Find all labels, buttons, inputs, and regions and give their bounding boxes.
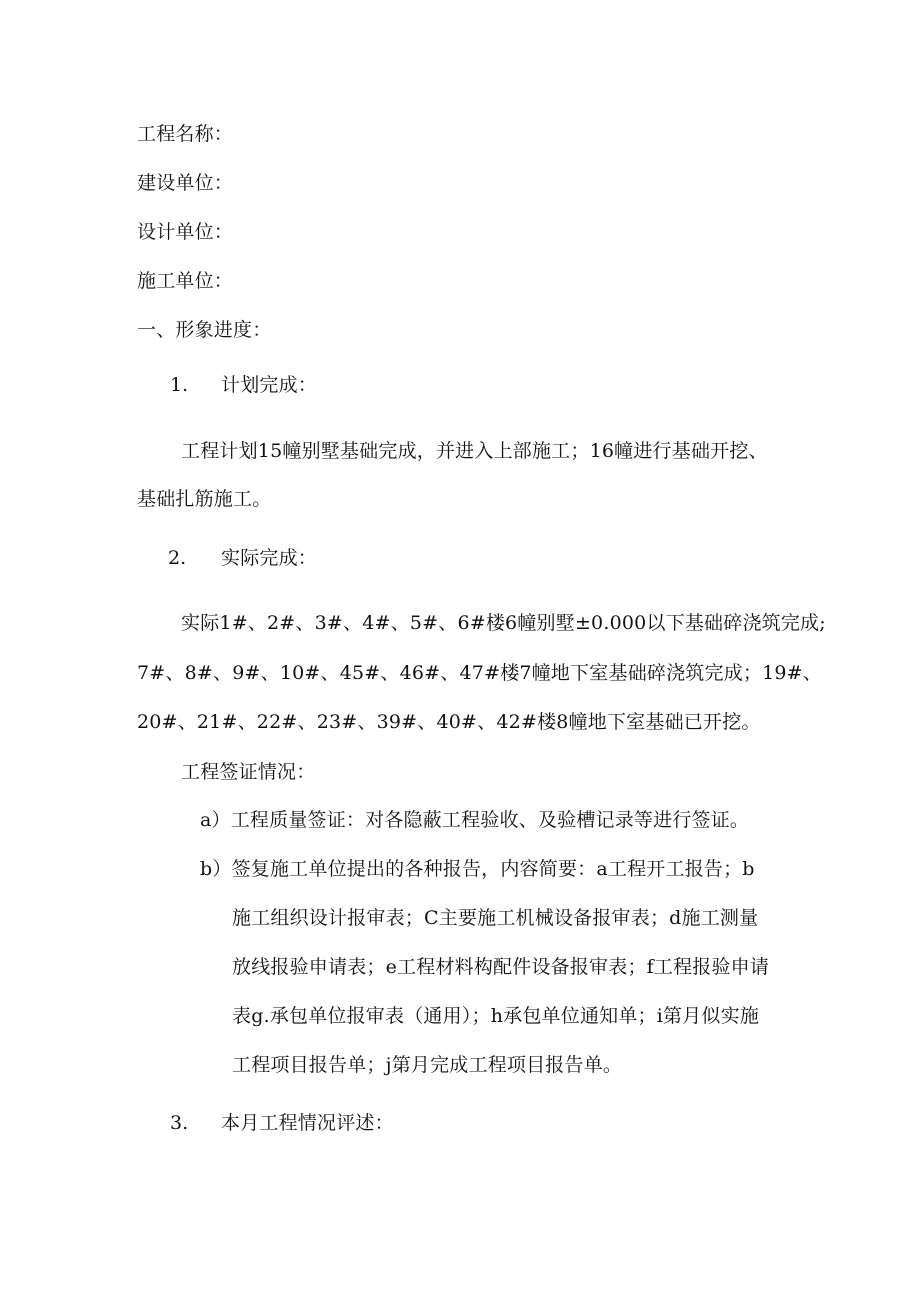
- actual-text-line: 实际1#、2#、3#、4#、5#、6#楼6幢别墅±0.000以下基础碎浇筑完成;: [181, 612, 826, 634]
- actual-text-line: 20#、21#、22#、23#、39#、40#、42#楼8幢地下室基础已开挖。: [137, 711, 761, 733]
- builder-unit-label: 施工单位：: [137, 270, 234, 292]
- construction-unit-label: 建设单位：: [137, 172, 234, 194]
- item-number: 3.: [170, 1112, 189, 1134]
- visa-item-b-line: b）签复施工单位提出的各种报告，内容简要：a工程开工报告；b: [200, 858, 755, 880]
- planned-text-line: 工程计划15幢别墅基础完成，并进入上部施工；16幢进行基础开挖、: [181, 440, 768, 462]
- visa-item-b-line: 施工组织设计报审表；C主要施工机械设备报审表；d施工测量: [232, 907, 759, 929]
- visa-item-a: a）工程质量签证：对各隐蔽工程验收、及验槽记录等进行签证。: [200, 809, 750, 831]
- section-title-progress: 一、形象进度：: [137, 319, 272, 341]
- planned-text-line: 基础扎筋施工。: [137, 488, 272, 510]
- item-number: 1.: [170, 374, 189, 396]
- visa-item-b-line: 工程项目报告单；j第月完成工程项目报告单。: [232, 1054, 623, 1076]
- item-label-actual: 实际完成：: [221, 547, 318, 569]
- item-label-review: 本月工程情况评述：: [221, 1112, 394, 1134]
- item-number: 2.: [168, 547, 187, 569]
- project-name-label: 工程名称：: [137, 123, 234, 145]
- visa-title: 工程签证情况：: [181, 761, 316, 783]
- item-label-planned: 计划完成：: [221, 374, 318, 396]
- visa-item-b-line: 表g.承包单位报审表（通用）；h承包单位通知单；i第月似实施: [232, 1005, 760, 1027]
- actual-text-line: 7#、8#、9#、10#、45#、46#、47#楼7幢地下室基础碎浇筑完成；19#、: [137, 662, 822, 684]
- visa-item-b-line: 放线报验申请表；e工程材料构配件设备报审表；f工程报验申请: [232, 956, 770, 978]
- design-unit-label: 设计单位：: [137, 221, 234, 243]
